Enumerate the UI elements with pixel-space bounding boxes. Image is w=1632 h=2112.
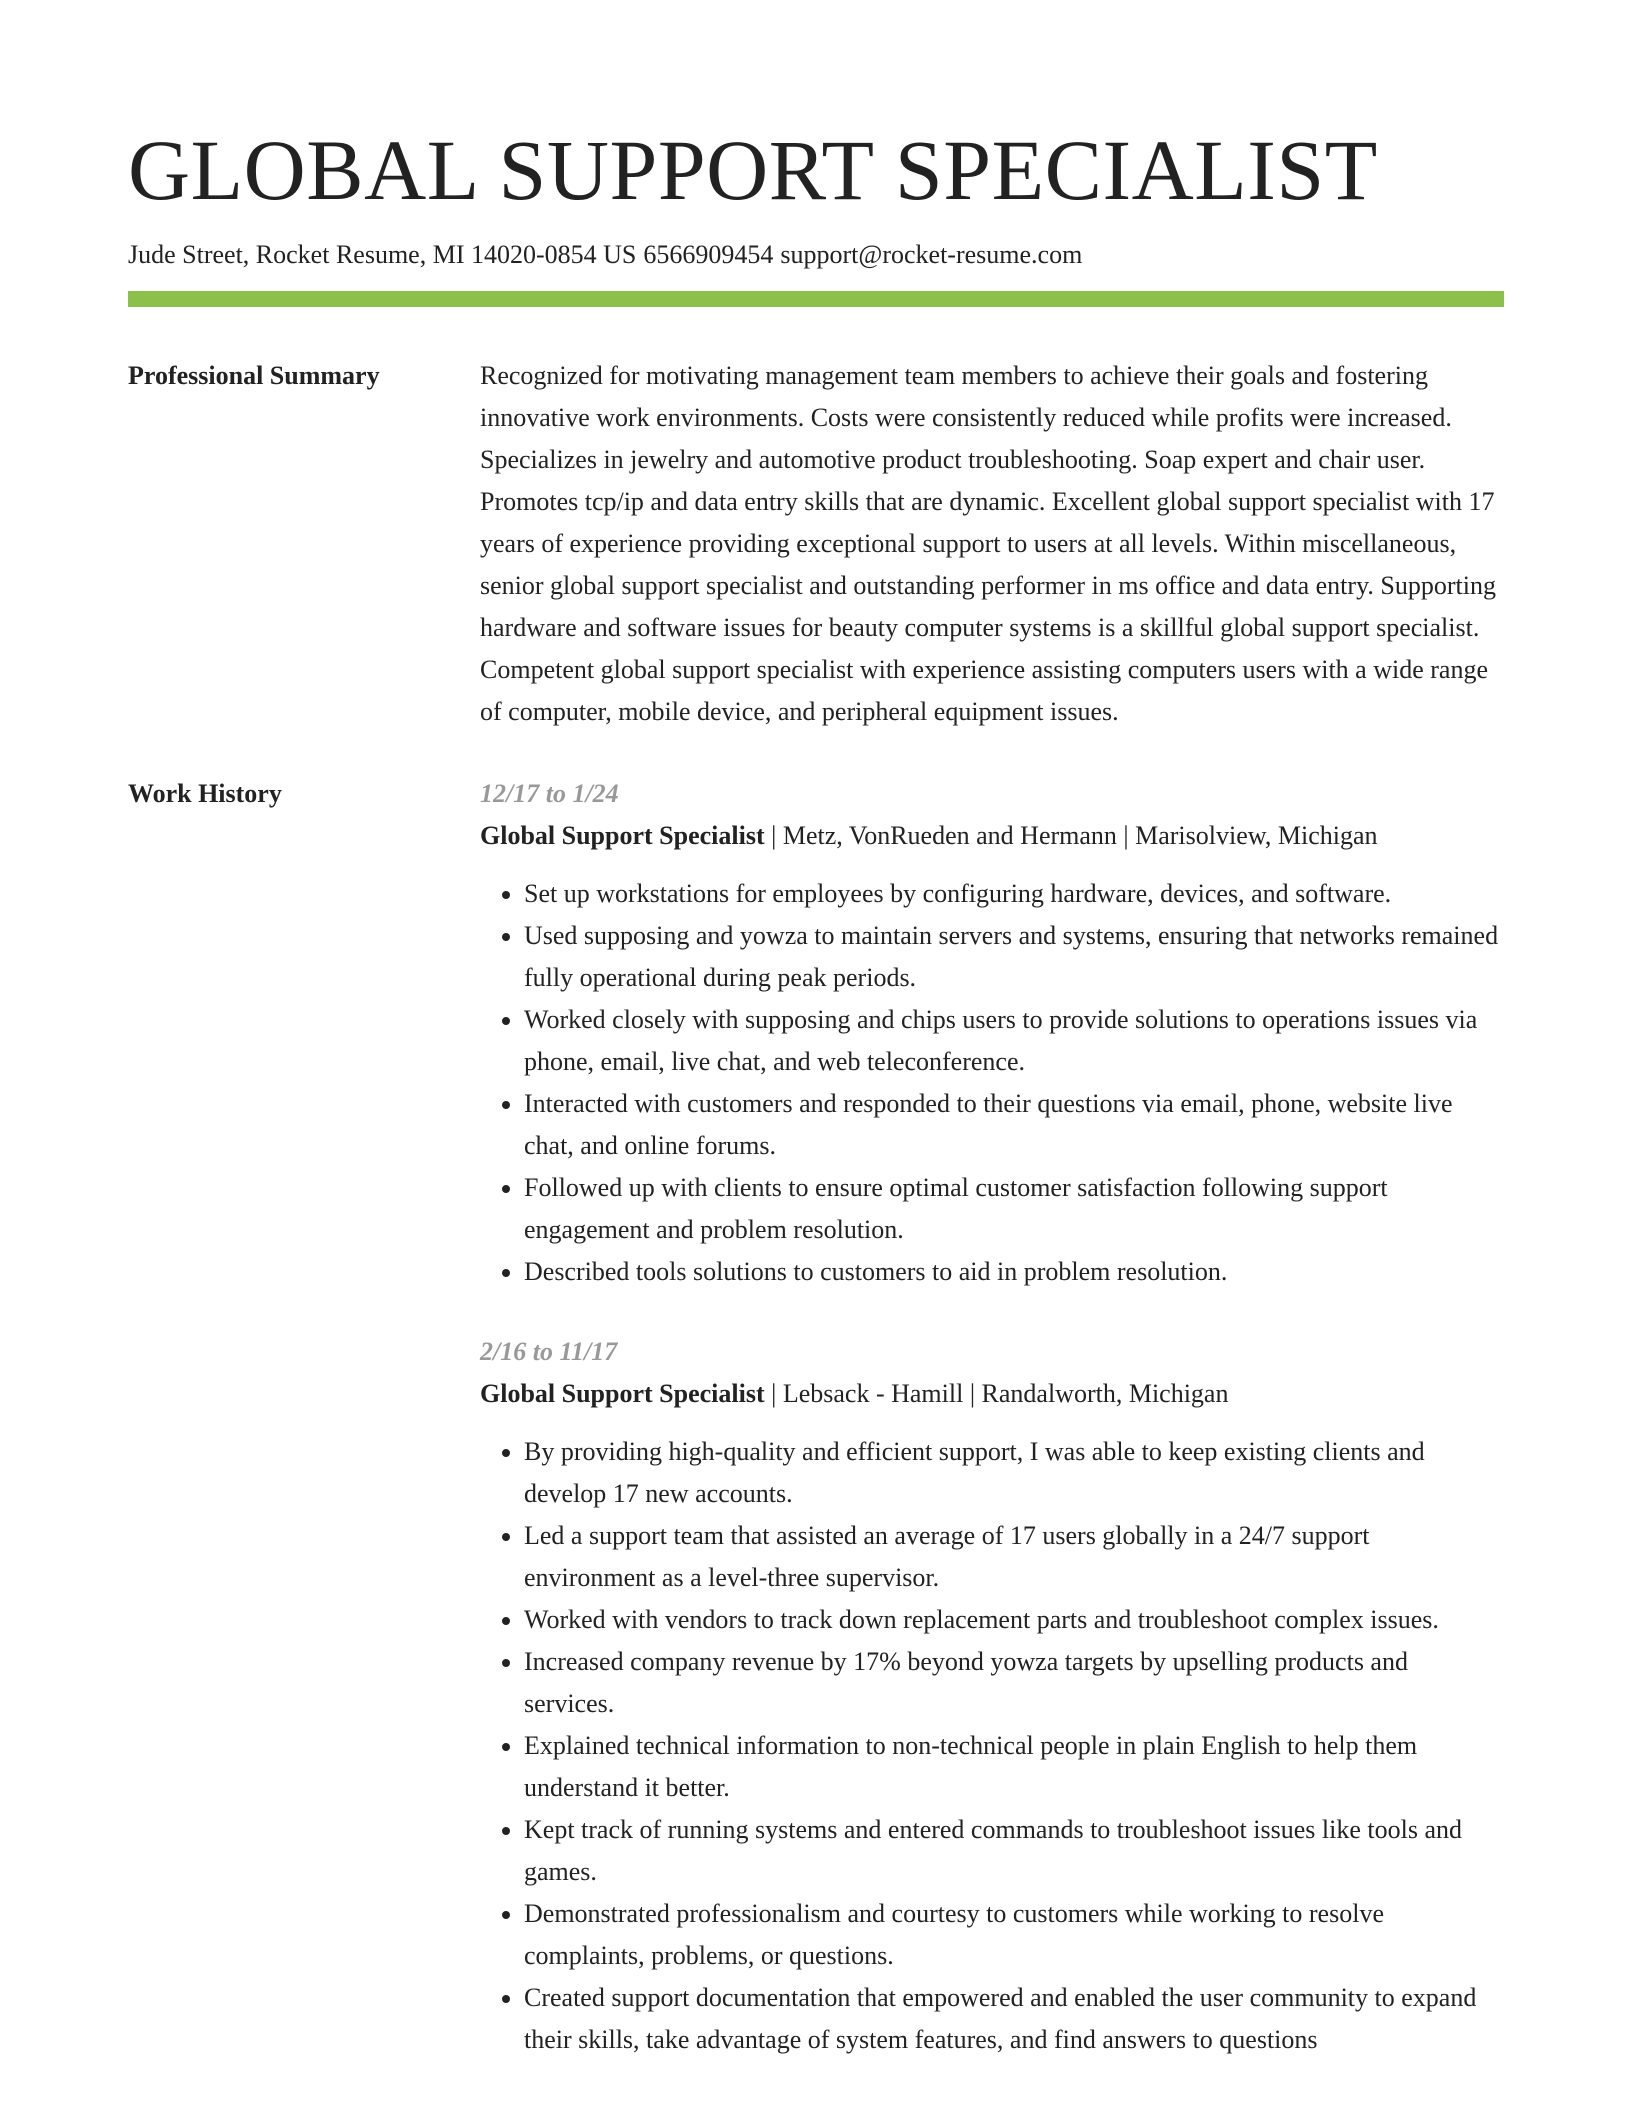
professional-summary-section bbox=[128, 355, 1504, 733]
job-bullet: • Created support documentation that empowered and enabled the user community to expand their skills, take advantage of system features, and find answers to questions bbox=[524, 1977, 1504, 2061]
job-bullet: • Described tools solutions to customers to aid in problem resolution. bbox=[524, 1251, 1504, 1293]
job-bullet: • Followed up with clients to ensure optimal customer satisfaction following support engagement and problem resolution. bbox=[524, 1167, 1504, 1251]
job-bullet-list bbox=[480, 873, 1504, 1293]
job-bullet: • Interacted with customers and responded to their questions via email, phone, website live chat, and online forums. bbox=[524, 1083, 1504, 1167]
job-company-location: | Lebsack - Hamill | Randalworth, Michigan bbox=[764, 1379, 1229, 1408]
contact-phone: 6566909454 bbox=[643, 240, 774, 269]
job-title: Global Support Specialist bbox=[480, 821, 765, 850]
job-company-location: | Metz, VonRueden and Hermann | Marisolview, Michigan bbox=[764, 821, 1378, 850]
contact-email: support@rocket-resume.com bbox=[780, 240, 1083, 269]
job-heading bbox=[480, 1373, 1504, 1415]
job-bullet: • Increased company revenue by 17% beyond yowza targets by upselling products and services. bbox=[524, 1641, 1504, 1725]
job-dates: 12/17 to 1/24 bbox=[480, 779, 619, 808]
resume-page bbox=[128, 0, 1504, 2061]
job-entry bbox=[480, 773, 1504, 1293]
job-bullet: • Used supposing and yowza to maintain servers and systems, ensuring that networks remained fully operational during peak periods. bbox=[524, 915, 1504, 999]
job-bullet: • Explained technical information to non-technical people in plain English to help them understand it better. bbox=[524, 1725, 1504, 1809]
contact-address: Jude Street, Rocket Resume, MI 14020-0854 US bbox=[128, 240, 637, 269]
job-bullet: • Demonstrated professionalism and courtesy to customers while working to resolve complaints, problems, or questions. bbox=[524, 1893, 1504, 1977]
resume-title: GLOBAL SUPPORT SPECIALIST bbox=[128, 122, 1378, 218]
job-bullet: • By providing high-quality and efficient support, I was able to keep existing clients and develop 17 new accounts. bbox=[524, 1431, 1504, 1515]
job-dates: 2/16 to 11/17 bbox=[480, 1337, 618, 1366]
job-bullet-list bbox=[480, 1431, 1504, 2061]
job-bullet: • Led a support team that assisted an average of 17 users globally in a 24/7 support environment as a level-three supervisor. bbox=[524, 1515, 1504, 1599]
work-history-section bbox=[128, 773, 1504, 2061]
accent-divider bbox=[128, 291, 1504, 307]
job-entry bbox=[480, 1331, 1504, 2061]
job-title: Global Support Specialist bbox=[480, 1379, 765, 1408]
job-bullet: • Worked with vendors to track down replacement parts and troubleshoot complex issues. bbox=[524, 1599, 1504, 1641]
job-bullet: • Kept track of running systems and entered commands to troubleshoot issues like tools and games. bbox=[524, 1809, 1504, 1893]
contact-info bbox=[128, 238, 1504, 272]
job-heading bbox=[480, 815, 1504, 857]
job-bullet: • Set up workstations for employees by configuring hardware, devices, and software. bbox=[524, 873, 1504, 915]
summary-body bbox=[480, 355, 1504, 733]
section-label-work-history: Work History bbox=[128, 779, 282, 808]
summary-text: Recognized for motivating management team members to achieve their goals and fostering innovative work environments. Costs were consistently reduced while profits were increased. Specializes in jewelry and automotive product troubleshooting. Soap expert and chair user. Promotes tcp/ip and data entry skills that are dynamic. Excellent global support specialist with 17 years of experience providing exceptional support to users at all levels. Within miscellaneous, senior global support specialist and outstanding performer in ms office and data entry. Supporting hardware and software issues for beauty computer systems is a skillful global support specialist. Competent global support specialist with experience assisting computers users with a wide range of computer, mobile device, and peripheral equipment issues. bbox=[480, 361, 1496, 726]
section-label-summary: Professional Summary bbox=[128, 361, 380, 390]
job-bullet: • Worked closely with supposing and chips users to provide solutions to operations issues via phone, email, live chat, and web teleconference. bbox=[524, 999, 1504, 1083]
work-history-body bbox=[480, 773, 1504, 2061]
